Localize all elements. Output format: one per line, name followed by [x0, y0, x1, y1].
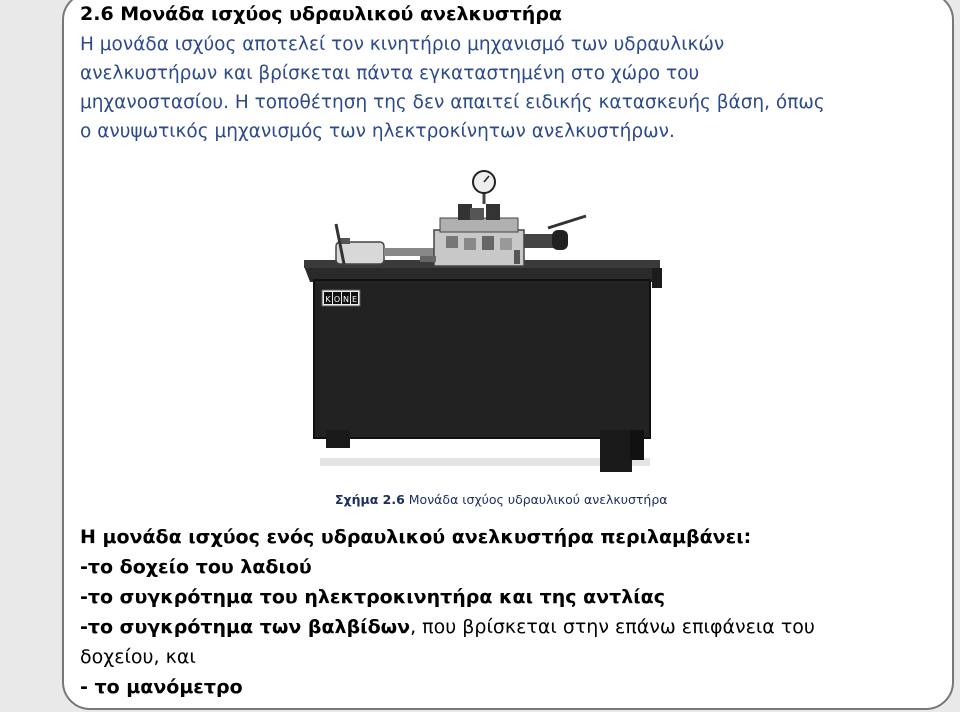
caption-text: Μονάδα ισχύος υδραυλικού ανελκυστήρα: [404, 492, 668, 507]
intro-line: μηχανοστασίου. Η τοποθέτηση της δεν απαιτεί ειδικής κατασκευής βάση, όπως: [80, 92, 825, 113]
svg-text:N: N: [343, 295, 349, 304]
svg-text:E: E: [351, 295, 358, 304]
caption-label: Σχήμα 2.6: [335, 492, 405, 507]
power-unit-figure: [300, 168, 668, 484]
components-list: [80, 522, 950, 702]
list-item: [80, 552, 950, 582]
list-item: [80, 612, 950, 642]
svg-text:O: O: [333, 295, 341, 304]
list-intro-text: Η μονάδα ισχύος ενός υδραυλικού ανελκυστήρα περιλαμβάνει:: [80, 526, 752, 548]
list-item: [80, 582, 950, 612]
intro-line: Η μονάδα ισχύος αποτελεί τον κινητήριο μηχανισμό των υδραυλικών: [80, 34, 725, 55]
list-item-text: - το μανόμετρο: [80, 676, 243, 698]
svg-text:K: K: [325, 295, 331, 304]
list-item-continuation: δοχείου, και: [80, 646, 196, 668]
list-item-text: -το δοχείο του λαδιού: [80, 556, 312, 578]
figure-caption: [335, 492, 668, 507]
list-item: [80, 672, 950, 702]
intro-line: ανελκυστήρων και βρίσκεται πάντα εγκαταστημένη στο χώρο του: [80, 63, 700, 84]
list-item-text: , που βρίσκεται στην επάνω επιφάνεια του: [410, 616, 815, 638]
list-item-text: -το συγκρότημα των βαλβίδων: [80, 616, 411, 638]
kone-logo: [322, 290, 360, 306]
list-item-text: -το συγκρότημα του ηλεκτροκινητήρα και της αντλίας: [80, 586, 665, 608]
intro-line: ο ανυψωτικός μηχανισμός των ηλεκτροκίνητων ανελκυστήρων.: [80, 121, 675, 142]
list-intro: [80, 522, 950, 552]
intro-paragraph: [80, 30, 940, 146]
section-heading: 2.6 Μονάδα ισχύος υδραυλικού ανελκυστήρα: [80, 3, 562, 25]
